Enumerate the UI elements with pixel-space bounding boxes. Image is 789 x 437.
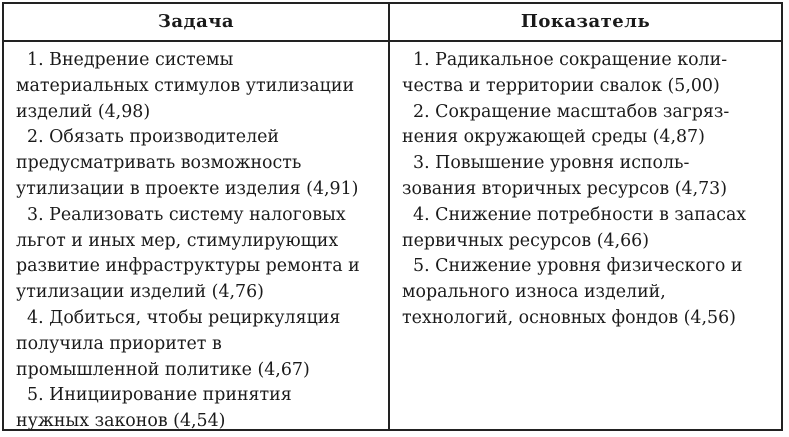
indicator-line: морального износа изделий, [402, 282, 666, 303]
task-line: промышленной политике (4,67) [16, 359, 310, 380]
task-line: материальных стимулов утилизации [16, 75, 355, 96]
table-header [4, 4, 781, 42]
task-line: 5. Инициирование принятия [16, 385, 292, 406]
task-line: развитие инфраструктуры ремонта и [16, 256, 360, 277]
indicator-line: 2. Сокращение масштабов загряз- [402, 101, 730, 122]
indicator-line: чества и территории свалок (5,00) [402, 75, 720, 96]
indicator-line: первичных ресурсов (4,66) [402, 230, 650, 251]
tasks-column [16, 48, 384, 435]
task-line: 3. Реализовать систему налоговых [16, 204, 346, 225]
task-line: утилизации в проекте изделия (4,91) [16, 178, 359, 199]
header-task: Задача [157, 11, 235, 32]
indicator-line: 5. Снижение уровня физического и [402, 256, 743, 277]
indicator-line: 1. Радикальное сокращение коли- [402, 50, 728, 70]
task-line: 1. Внедрение системы [16, 50, 234, 70]
tasks-indicators-table [2, 2, 783, 431]
task-line: изделий (4,98) [16, 101, 151, 122]
task-line: 2. Обязать производителей [16, 127, 280, 148]
task-line: утилизации изделий (4,76) [16, 282, 264, 303]
task-line: получила приоритет в [16, 333, 222, 354]
task-line: нужных законов (4,54) [16, 411, 226, 432]
indicator-line: 4. Снижение потребности в запасах [402, 204, 747, 225]
column-divider [388, 4, 390, 429]
header-indicator: Показатель [520, 11, 651, 32]
indicator-line: нения окружающей среды (4,87) [402, 127, 705, 148]
indicators-column [402, 48, 774, 332]
task-line: 4. Добиться, чтобы рециркуляция [16, 307, 341, 328]
indicator-line: технологий, основных фондов (4,56) [402, 307, 736, 328]
indicator-line: 3. Повышение уровня исполь- [402, 153, 690, 174]
task-line: льгот и иных мер, стимулирующих [16, 230, 339, 251]
indicator-line: зования вторичных ресурсов (4,73) [402, 178, 728, 199]
task-line: предусматривать возможность [16, 153, 302, 174]
